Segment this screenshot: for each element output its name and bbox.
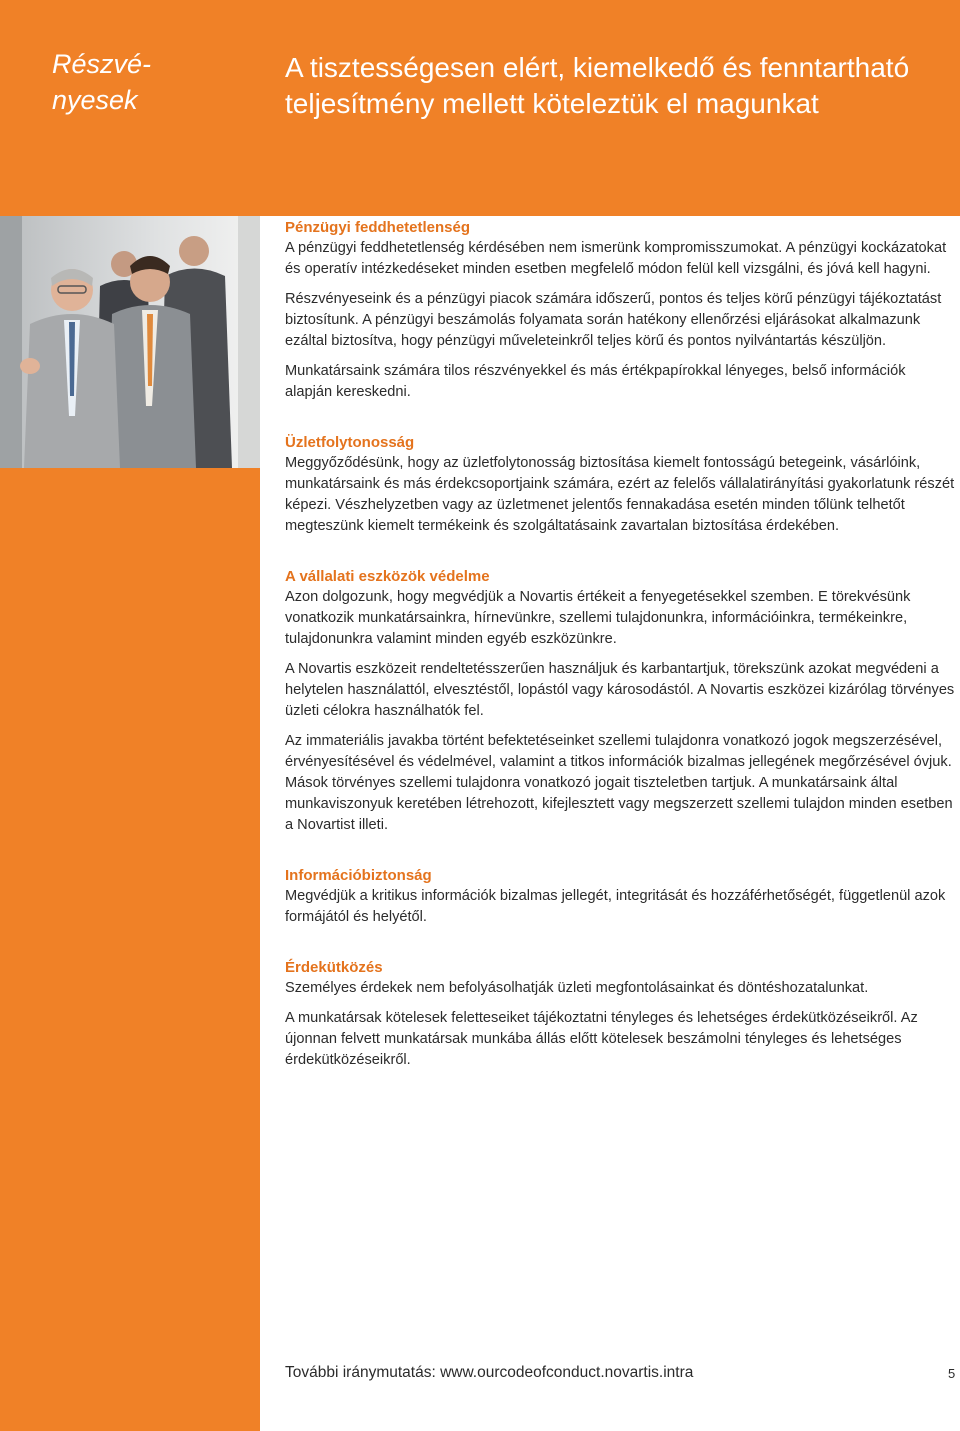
section-financial-integrity (285, 217, 955, 403)
paragraph: Azon dolgozunk, hogy megvédjük a Novartis értékeit a fenyegetésekkel szemben. E törekvésünk vonatkozik munkatársainkra, hírnevünkre, szellemi tulajdonunkra, információinkra, termékeinkre, tulajdonunkra valamint minden egyéb eszközünkre. (285, 589, 911, 647)
section-conflict-of-interest (285, 957, 955, 1071)
business-people-photo (0, 216, 260, 468)
further-guidance-link[interactable]: További iránymutatás: www.ourcodeofconduct.novartis.intra (285, 1364, 694, 1381)
paragraph: Az immateriális javakba történt befektetéseinket szellemi tulajdonra vonatkozó jogok megszerzésével, érvényesítésével és védelmével, valamint a titkos információk bizalmas jellegének megőrzésével óvjuk. Mások törvényes szellemi tulajdonra vonatkozó jogait tiszteletben tartjuk. A munkatársaink által munkaviszonyuk keretében létrehozott, kifejlesztett vagy megszerzett szellemi tulajdon minden esetben a Novartist illeti. (285, 733, 953, 833)
sidebar-title (52, 46, 232, 118)
sidebar-title-line2: nyesek (52, 85, 138, 115)
paragraph: Személyes érdekek nem befolyásolhatják üzleti megfontolásainkat és döntéshozatalunkat. (285, 980, 869, 996)
section-heading: Pénzügyi feddhetetlenség (285, 219, 471, 236)
page-number: 5 (948, 1366, 956, 1381)
section-heading: Üzletfolytonosság (285, 434, 415, 451)
paragraph: Munkatársaink számára tilos részvényekkel és más értékpapírokkal lényeges, belső információk alapján kereskedni. (285, 363, 906, 400)
section-heading: Érdekütközés (285, 959, 383, 976)
paragraph: Megvédjük a kritikus információk bizalmas jellegét, integritását és hozzáférhetőségét, függetlenül azok formájától és helyétől. (285, 888, 946, 925)
section-information-security (285, 865, 955, 928)
section-asset-protection (285, 566, 955, 836)
page-title: A tisztességesen elért, kiemelkedő és fenntartható teljesítmény mellett köteleztük el magunkat (285, 52, 910, 119)
sidebar-band (0, 0, 260, 1431)
paragraph: Meggyőződésünk, hogy az üzletfolytonosság biztosítása kiemelt fontosságú betegeink, vásárlóink, munkatársaink és más érdekcsoportjaink számára, ezért az felelős vállalatirányítási gyakorlatunk részét képezi. Vészhelyzetben vagy az üzletmenet jelentős fennakadása esetén minden tőlünk telhetőt megteszünk kiemelt termékeink és szolgáltatásaink zavartalan biztosítása érdekében. (285, 455, 955, 534)
paragraph: A pénzügyi feddhetetlenség kérdésében nem ismerünk kompromisszumokat. A pénzügyi kockázatokat és operatív intézkedéseket minden esetben megfelelő módon felül kell vizsgálni, és jóvá kell hagyni. (285, 240, 947, 277)
section-heading: Információbiztonság (285, 867, 432, 884)
paragraph: A munkatársak kötelesek feletteseiket tájékoztatni tényleges és lehetséges érdekütközéseikről. Az újonnan felvett munkatársak munkába állás előtt kötelesek beszámolni tényleges és lehetséges érdekütközéseikről. (285, 1010, 918, 1068)
section-business-continuity (285, 432, 955, 537)
sidebar-title-line1: Részvé- (52, 49, 152, 79)
section-heading: A vállalati eszközök védelme (285, 568, 490, 585)
content-column (285, 217, 955, 1080)
paragraph: A Novartis eszközeit rendeltetésszerűen használjuk és karbantartjuk, törekszünk azokat megvédeni a helytelen használattól, elvesztéstől, lopástól vagy károsodástól. A Novartis eszközei kizárólag törvényes üzleti célokra használhatók fel. (285, 661, 955, 719)
paragraph: Részvényeseink és a pénzügyi piacok számára időszerű, pontos és teljes körű pénzügyi tájékoztatást biztosítunk. A pénzügyi beszámolás folyamata során hatékony ellenőrzési eljárásokat alkalmazunk ezáltal biztosítva, hogy pénzügyi műveleteinkről teljes körű és pontos nyilvántartás készüljön. (285, 291, 942, 349)
